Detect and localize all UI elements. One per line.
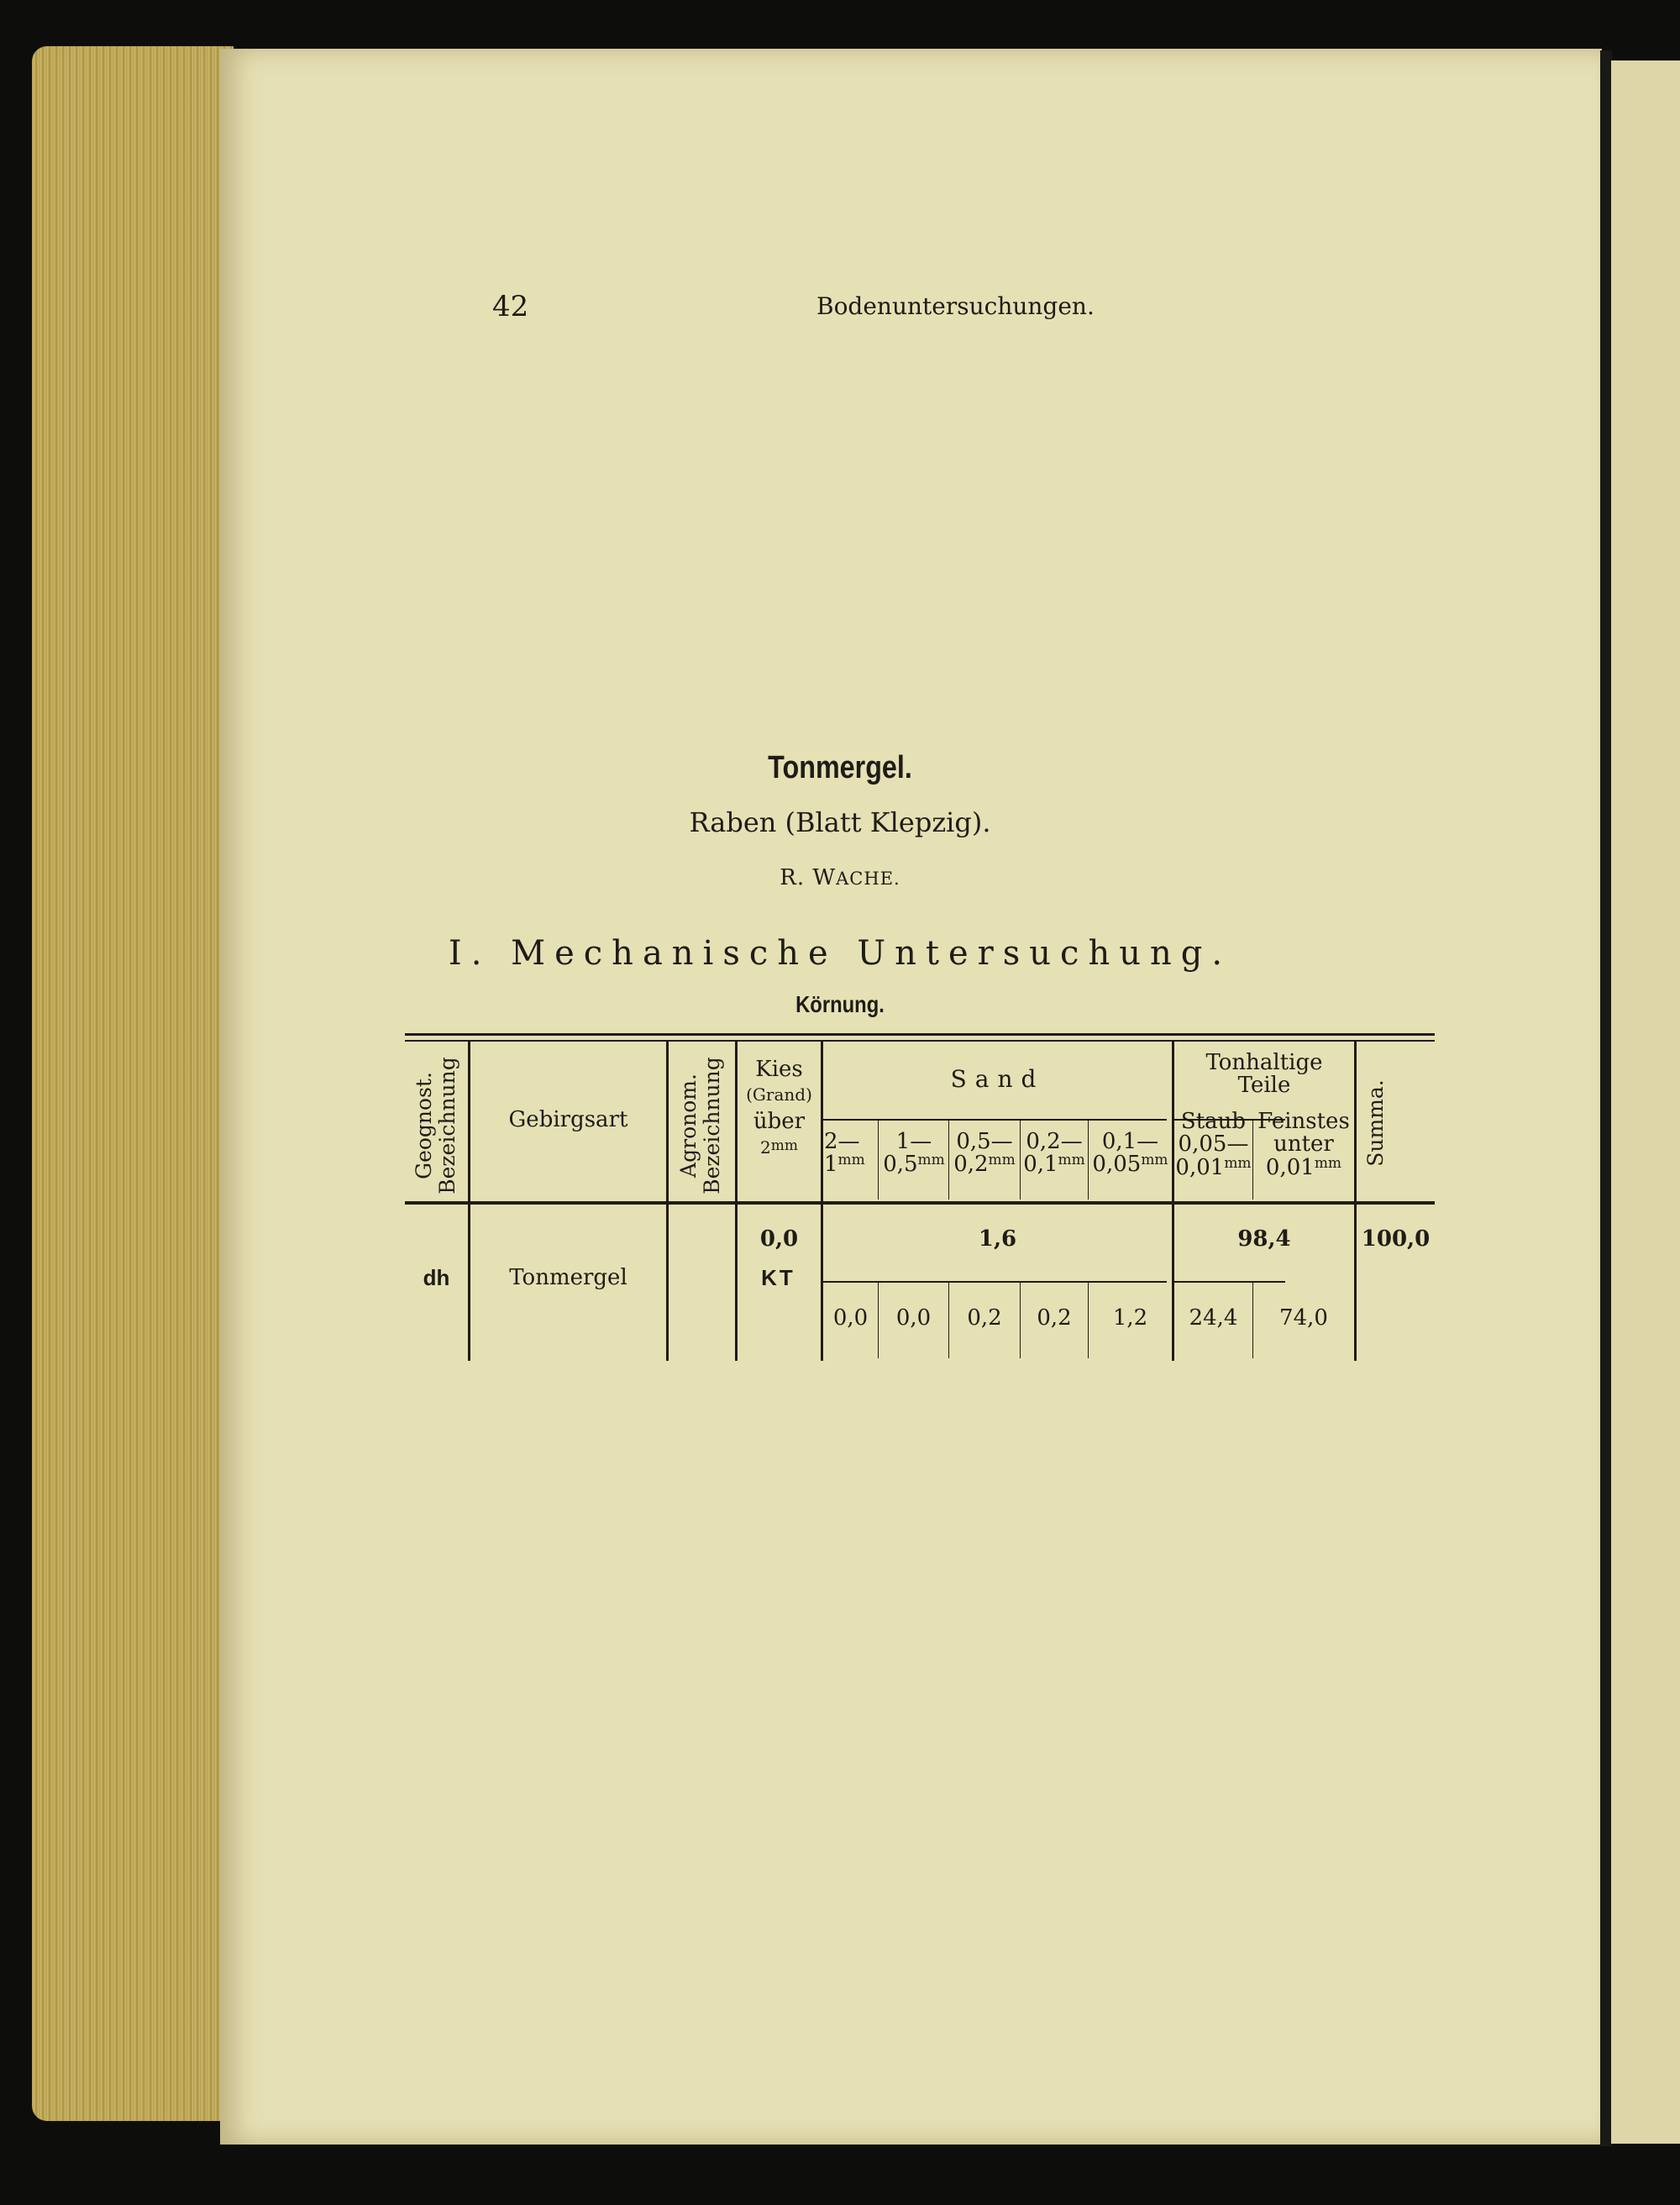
- author: [0, 865, 1680, 890]
- header-kies-line3: über: [753, 1109, 806, 1135]
- header-geognost: [412, 1046, 463, 1205]
- sand-sub-rule: [822, 1119, 1167, 1121]
- header-agronom: [677, 1046, 727, 1205]
- mm-unit: mm: [1224, 1154, 1252, 1172]
- header-feinstes-line3: 0,01: [1265, 1154, 1315, 1180]
- cell-staub: 24,4: [1189, 1305, 1238, 1331]
- cell-ton-total: 98,4: [1237, 1226, 1291, 1252]
- page-number: 42: [492, 290, 529, 323]
- table-caption: Körnung.: [795, 991, 885, 1017]
- header-bottom-rule: [405, 1201, 1435, 1205]
- header-sand-col-3: [949, 1131, 1020, 1177]
- header-sand-col-1-top: 2—: [824, 1129, 860, 1154]
- body-ton-rule: [1173, 1281, 1285, 1283]
- book-gutter: [1600, 50, 1612, 2146]
- header-sand-col-2-bottom: 0,5: [883, 1152, 918, 1178]
- header-kies: [738, 1058, 821, 1157]
- header-tonhaltige-line1: Tonhaltige: [1205, 1050, 1323, 1075]
- header-staub-line1: Staub: [1180, 1109, 1247, 1134]
- col-rule: [468, 1040, 470, 1361]
- cell-sand-5: 1,2: [1112, 1305, 1148, 1331]
- header-sand-col-4-bottom: 0,1: [1023, 1152, 1058, 1178]
- mm-unit: mm: [1314, 1154, 1342, 1172]
- header-staub-line3: 0,01: [1175, 1154, 1225, 1180]
- header-agronom-line1: Agronom.: [676, 1074, 701, 1178]
- cell-sand-2: 0,0: [895, 1305, 932, 1331]
- header-gebirgsart: Gebirgsart: [508, 1107, 628, 1132]
- header-feinstes: [1253, 1110, 1354, 1179]
- col-rule: [1354, 1040, 1357, 1361]
- grain-size-table: [405, 1033, 1435, 1361]
- cell-kies: 0,0: [759, 1226, 799, 1252]
- cell-gebirgsart: Tonmergel: [509, 1265, 627, 1290]
- table-top-rule: [405, 1033, 1435, 1036]
- header-sand-col-3-top: 0,5—: [956, 1129, 1013, 1154]
- header-feinstes-line1: Feinstes: [1257, 1109, 1350, 1134]
- book-page-edges: [32, 46, 234, 2121]
- header-kies-line2: (Grand): [746, 1084, 812, 1105]
- mm-unit: mm: [1141, 1152, 1168, 1169]
- header-sand-col-5-top: 0,1—: [1101, 1129, 1159, 1154]
- header-kies-line1: Kies: [755, 1057, 803, 1082]
- header-kies-line4: [738, 1139, 821, 1157]
- header-sand-col-5-bottom: 0,05: [1092, 1152, 1142, 1178]
- author-initial: R. W: [780, 865, 837, 890]
- header-staub: [1174, 1110, 1252, 1179]
- header-feinstes-line2: unter: [1273, 1131, 1334, 1158]
- mm-unit: mm: [837, 1152, 865, 1169]
- header-sand-col-1: [824, 1131, 878, 1177]
- header-geognost-line1: Geognost.: [412, 1072, 436, 1179]
- cell-agronom: KT: [761, 1265, 795, 1290]
- cell-sand-3: 0,2: [967, 1305, 1002, 1331]
- header-sand-col-4-top: 0,2—: [1026, 1129, 1083, 1154]
- cell-sand-total: 1,6: [978, 1226, 1017, 1252]
- section-title: I. Mechanische Untersuchung.: [448, 934, 1232, 973]
- author-rest: ACHE.: [836, 869, 900, 889]
- sub-col-rule: [878, 1119, 879, 1200]
- mm-unit: mm: [1058, 1152, 1085, 1169]
- table-top-rule-2: [405, 1040, 1435, 1042]
- header-staub-line2: 0,05—: [1178, 1131, 1249, 1158]
- header-sand-col-2: [879, 1131, 948, 1177]
- subtitle: Raben (Blatt Klepzig).: [689, 806, 991, 838]
- col-rule: [666, 1040, 669, 1361]
- cell-feinstes: 74,0: [1279, 1305, 1328, 1331]
- header-tonhaltige-line2: Teile: [1237, 1073, 1291, 1099]
- header-summa: Summa.: [1363, 1079, 1388, 1167]
- page-title: Tonmergel.: [768, 750, 912, 785]
- header-tonhaltige: [1174, 1052, 1354, 1098]
- cell-geognost: dh: [423, 1265, 450, 1290]
- mm-unit: mm: [988, 1152, 1016, 1169]
- cell-summa: 100,0: [1361, 1226, 1431, 1252]
- cell-sand-4: 0,2: [1037, 1305, 1072, 1331]
- header-agronom-line2: Bezeichnung: [699, 1057, 724, 1194]
- header-sand-col-2-top: 1—: [895, 1129, 932, 1154]
- header-sand-col-1-bottom: 1: [824, 1152, 838, 1178]
- facing-page-edge: [1611, 60, 1680, 2144]
- header-sand: Sand: [950, 1065, 1045, 1093]
- header-sand-col-3-bottom: 0,2: [953, 1152, 989, 1178]
- header-kies-size: 2: [760, 1137, 771, 1158]
- running-head: Bodenuntersuchungen.: [816, 292, 1095, 320]
- header-sand-col-5: [1089, 1131, 1172, 1177]
- header-geognost-line2: Bezeichnung: [434, 1057, 459, 1194]
- header-sand-col-4: [1021, 1131, 1088, 1177]
- cell-sand-1: 0,0: [832, 1305, 869, 1331]
- mm-unit: mm: [770, 1137, 798, 1154]
- mm-unit: mm: [917, 1152, 945, 1169]
- body-sand-rule: [822, 1281, 1167, 1283]
